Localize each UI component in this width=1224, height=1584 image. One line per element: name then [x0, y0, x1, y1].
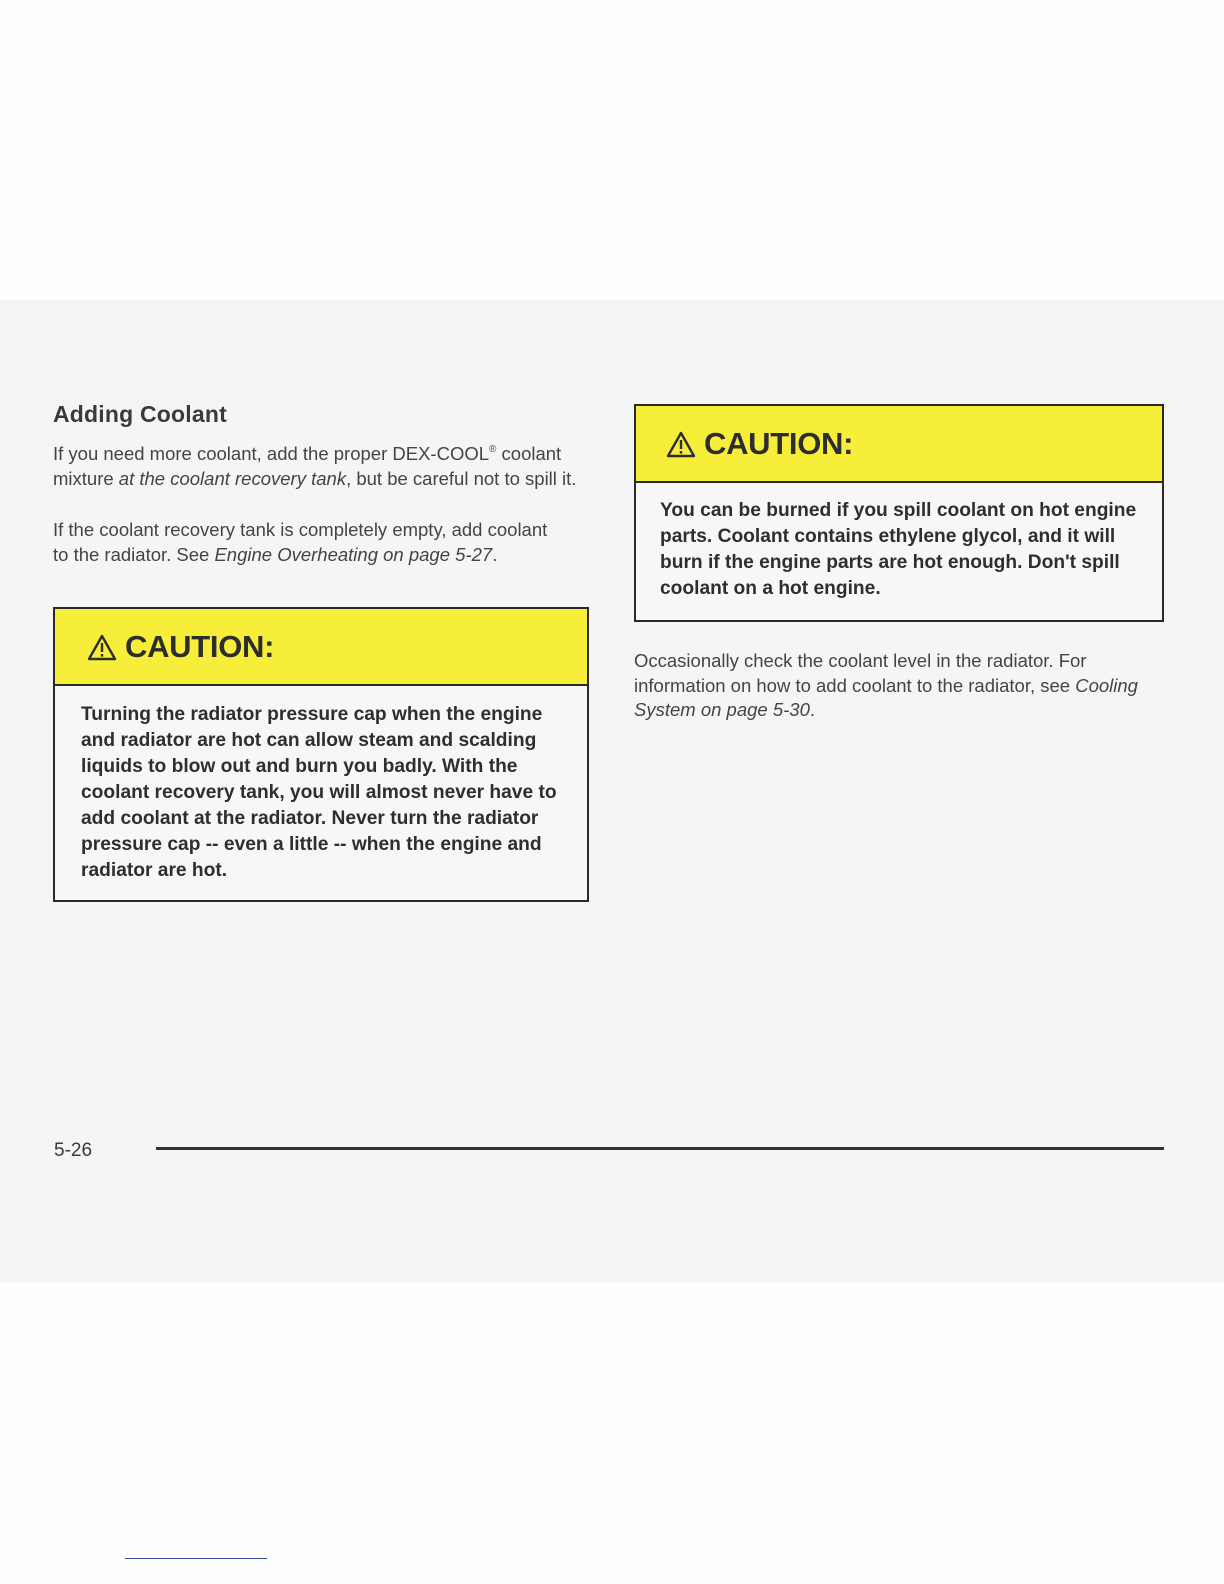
intro-emphasis: at the coolant recovery tank [118, 467, 347, 489]
caution-box-radiator-cap [53, 607, 589, 902]
engine-overheating-reference[interactable]: Engine Overheating on page 5-27 [214, 543, 493, 565]
divider [125, 1558, 267, 1559]
registered-mark: ® [489, 444, 497, 455]
caution-box-hot-engine [634, 404, 1164, 622]
footer-rule [156, 1147, 1164, 1150]
caution-header [55, 609, 587, 686]
intro-text-b: coolant mixture [53, 443, 562, 489]
empty-tank-paragraph [53, 518, 563, 567]
warning-triangle-icon [666, 431, 696, 458]
check-level-text-a: Occasionally check the coolant level in the radiator. For information on how to add coolant to the radiator, see [634, 650, 1087, 696]
caution-body-text: You can be burned if you spill coolant on hot engine parts. Coolant contains ethylene glycol, and it will burn if the engine parts are hot enough. Don't spill coolant on a hot engine. [660, 500, 1137, 599]
cooling-system-reference[interactable]: Cooling System on page 5-30 [634, 674, 1138, 720]
caution-body-text: Turning the radiator pressure cap when the engine and radiator are hot can allow steam and scalding liquids to blow out and burn you badly. With the coolant recovery tank, you will almost never have to add coolant at the radiator. Never turn the radiator pressure cap -- even a little -- when the engine and radiator are hot. [81, 704, 557, 881]
section-title: Adding Coolant [53, 401, 227, 427]
check-level-text-b: . [809, 699, 815, 720]
check-level-paragraph [634, 649, 1164, 723]
empty-tank-text-b: . [492, 543, 498, 565]
empty-tank-text-a: If the coolant recovery tank is completely empty, add coolant to the radiator. See [53, 519, 548, 565]
warning-triangle-icon [87, 634, 117, 661]
caution-heading: CAUTION: [704, 425, 854, 461]
page-number: 5-26 [54, 1140, 93, 1161]
intro-paragraph [53, 438, 589, 491]
caution-header [636, 406, 1162, 483]
intro-text-c: , but be careful not to spill it. [346, 467, 577, 489]
caution-heading: CAUTION: [125, 628, 275, 664]
intro-text-a: If you need more coolant, add the proper DEX-COOL [53, 443, 490, 464]
